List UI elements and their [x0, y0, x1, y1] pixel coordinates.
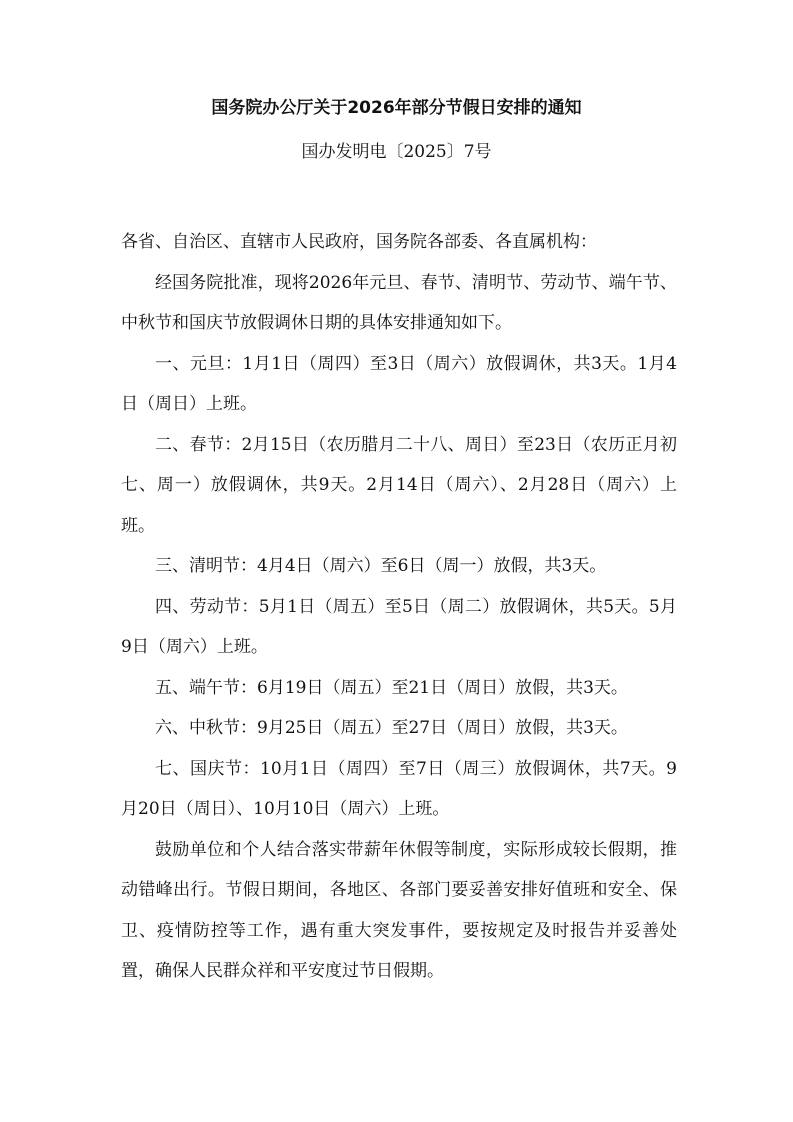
- holiday-item-qingming: 三、清明节：4月4日（周六）至6日（周一）放假，共3天。: [155, 556, 607, 576]
- holiday-item-mid-autumn: 六、中秋节：9月25日（周五）至27日（周日）放假，共3天。: [155, 718, 628, 738]
- holiday-item-spring-festival: 二、春节：2月15日（农历腊月二十八、周日）至23日（农历正月初七、周一）放假调休，共9天。2月14日（周六）、2月28日（周六）上班。: [121, 434, 677, 536]
- closing-paragraph: 鼓励单位和个人结合落实带薪年休假等制度，实际形成较长假期，推动错峰出行。节假日期间，各地区、各部门要妥善安排好值班和安全、保卫、疫情防控等工作，遇有重大突发事件，要按规定及时报告并妥善处置，确保人民群众祥和平安度过节日假期。: [121, 839, 677, 981]
- holiday-item-labor-day: 四、劳动节：5月1日（周五）至5日（周二）放假调休，共5天。5月9日（周六）上班。: [121, 596, 677, 657]
- document-title: 国务院办公厅关于2026年部分节假日安排的通知: [211, 98, 582, 118]
- intro-paragraph: 经国务院批准，现将2026年元旦、春节、清明节、劳动节、端午节、中秋节和国庆节放假调休日期的具体安排通知如下。: [121, 272, 677, 333]
- holiday-item-national-day: 七、国庆节：10月1日（周四）至7日（周三）放假调休，共7天。9月20日（周日）、10月10日（周六）上班。: [121, 758, 677, 819]
- document-number: 国办发明电〔2025〕7号: [301, 142, 492, 162]
- holiday-item-dragon-boat: 五、端午节：6月19日（周五）至21日（周日）放假，共3天。: [155, 677, 628, 698]
- salutation: 各省、自治区、直辖市人民政府，国务院各部委、各直属机构：: [121, 232, 597, 252]
- holiday-item-new-year: 一、元旦：1月1日（周四）至3日（周六）放假调休，共3天。1月4日（周日）上班。: [121, 353, 677, 414]
- document-body: [121, 222, 677, 992]
